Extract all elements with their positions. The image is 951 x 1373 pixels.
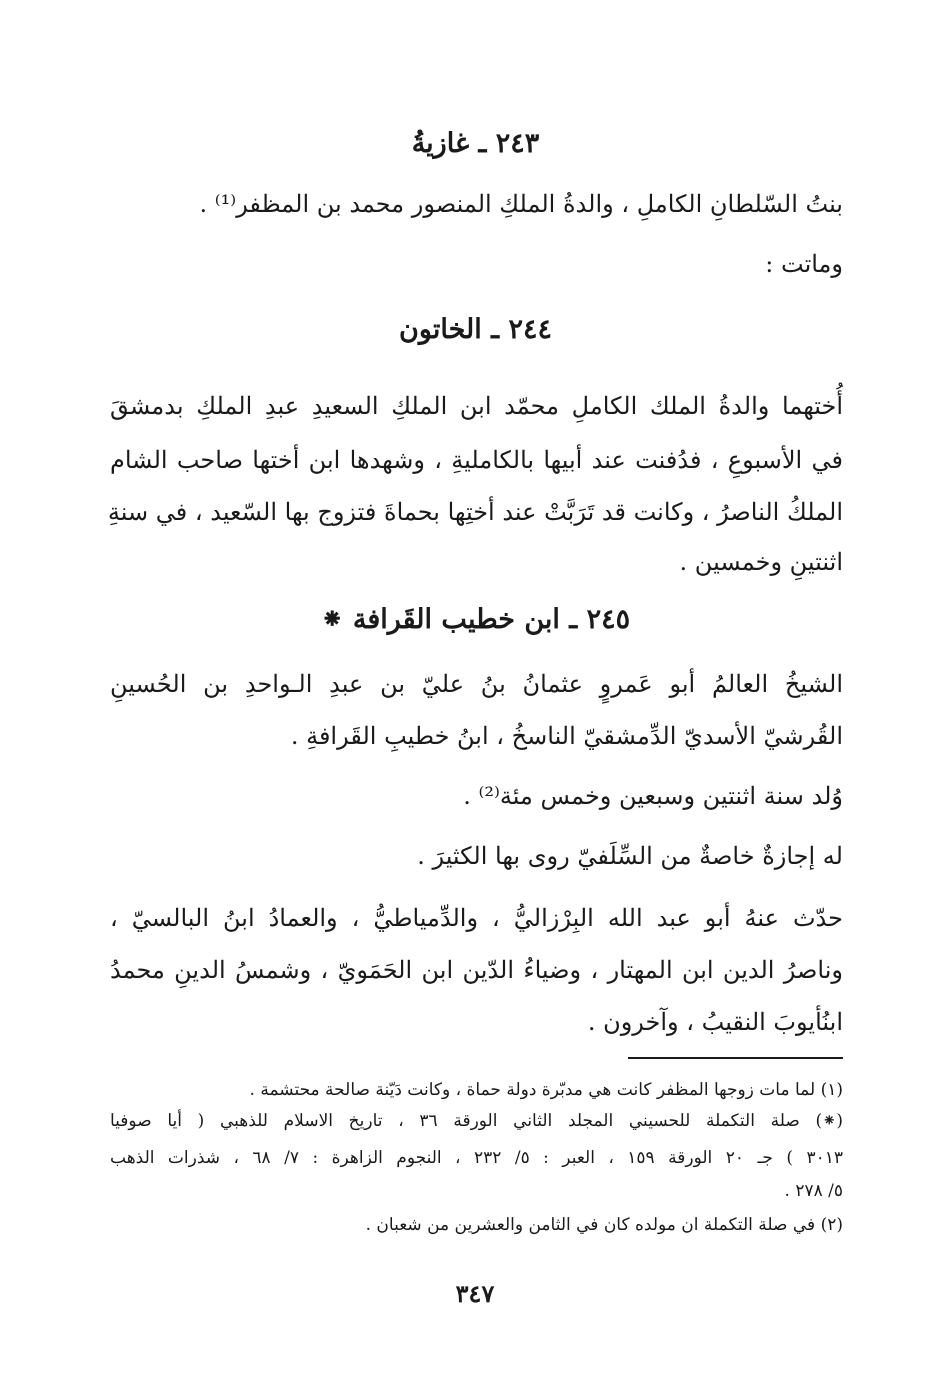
entry-245-line: ابنُأيوبَ النقيبُ ، وآخرون . <box>587 1008 843 1036</box>
entry-245-line: القُرشيّ الأسديّ الدِّمشقيّ الناسخُ ، ابنُ خطيبِ القَرافةِ . <box>290 722 843 750</box>
entry-243-line: بنتُ السّلطانِ الكاملِ ، والدةُ الملكِ المنصور محمد بن المظفر⁽¹⁾ . <box>199 190 843 218</box>
footnote-star: (⁕) صلة التكملة للحسيني المجلد الثاني الورقة ٣٦ ، تاريخ الاسلام للذهبي ( أيا صوفيا <box>110 1111 844 1131</box>
entry-244-line: اثنتينِ وخمسين . <box>679 548 843 576</box>
entry-243-line: وماتت : <box>765 250 843 278</box>
entry-244-line: أُختهما والدةُ الملك الكاملِ محمّد ابن الملكِ السعيدِ عبدِ الملكِ بدمشقَ <box>110 392 843 420</box>
footnote-1: (١) لما مات زوجها المظفر كانت هي مدبّرة دولة حماة ، وكانت دَيّنة صالحة محتشمة . <box>249 1080 843 1100</box>
entry-245-line: حدّث عنهُ أبو عبد الله البِرْزاليُّ ، والدِّمياطيُّ ، والعمادُ ابنُ البالسيّ ، <box>110 904 843 932</box>
footnote-star: ٥/ ٢٧٨ . <box>784 1181 843 1201</box>
entry-244-line: الملكُ الناصرُ ، وكانت قد تَرَبَّتْ عند أختِها بحماةَ فتزوج بها السّعيد ، في سنةِ <box>107 498 843 526</box>
entry-244-heading: ٢٤٤ ـ الخاتون <box>399 314 552 345</box>
entry-245-line: وناصرُ الدين ابن المهتار ، وضياءُ الدّين ابن الحَمَويّ ، وشمسُ الدينِ محمدُ <box>110 956 843 984</box>
entry-245-line: الشيخُ العالمُ أبو عَمروٍ عثمانُ بنُ عليّ بن عبدِ الـواحدِ بن الحُسينِ <box>110 670 844 698</box>
entry-245-heading: ٢٤٥ ـ ابن خطيب القَرافة ⁕ <box>320 604 631 635</box>
entry-244-line: في الأسبوعِ ، فدُفنت عند أبيها بالكامليةِ ، وشهدها ابن أختها صاحب الشام <box>110 446 843 474</box>
page-number: ٣٤٧ <box>455 1279 495 1308</box>
entry-243-heading: ٢٤٣ ـ غازيةُ <box>411 128 540 159</box>
footnote-2: (٢) في صلة التكملة ان مولده كان في الثامن والعشرين من شعبان . <box>365 1215 843 1235</box>
footnote-separator <box>628 1057 843 1059</box>
entry-245-line: وُلد سنة اثنتين وسبعين وخمس مئة⁽²⁾ . <box>463 782 843 810</box>
entry-245-line: له إجازةٌ خاصةٌ من السِّلَفيّ روى بها الكثيرَ . <box>417 842 843 870</box>
footnote-star: ٣٠١٣ ) جـ ٢٠ الورقة ١٥٩ ، العبر : ٥/ ٢٣٢ ، النجوم الزاهرة : ٧/ ٦٨ ، شذرات الذهب <box>110 1148 843 1168</box>
